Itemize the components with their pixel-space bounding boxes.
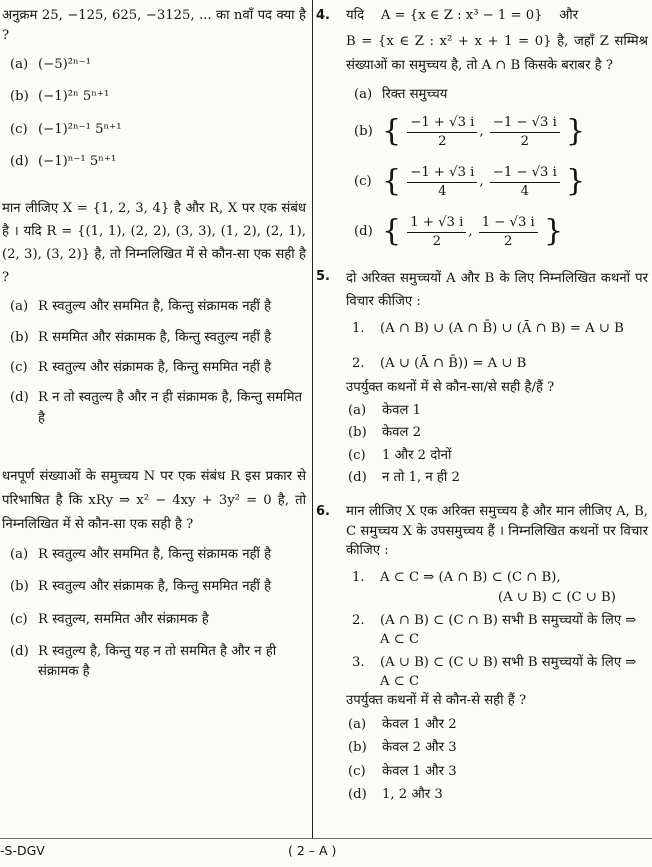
statement	[346, 354, 648, 374]
option[interactable]	[346, 423, 648, 443]
option[interactable]	[346, 401, 648, 421]
option-text: केवल 2	[382, 425, 421, 441]
numerator: −1 + √3 i	[407, 114, 477, 132]
question-5-number: 5.	[316, 269, 330, 285]
statement	[346, 568, 648, 609]
option-text: केवल 1	[382, 402, 421, 418]
option-label: (d)	[348, 470, 367, 485]
question-6	[316, 502, 648, 805]
option[interactable]	[2, 610, 306, 630]
numerator: −1 − √3 i	[490, 114, 560, 132]
option-text: R स्वतुल्य, सममित और संक्रामक है	[38, 611, 209, 627]
option-label: (a)	[10, 546, 29, 562]
option-label: (c)	[354, 173, 372, 189]
denominator: 2	[504, 233, 513, 249]
option[interactable]	[2, 642, 306, 683]
option-text: R स्वतुल्य और सममित है, किन्तु संक्रामक नहीं है	[38, 546, 272, 562]
denominator: 2	[432, 233, 441, 249]
statement-line: A ⊂ C ⇒ (A ∩ B) ⊂ (C ∩ B),	[380, 569, 561, 585]
statement-text: (A ∪ (Ā ∩ B̄)) = A ∪ B	[380, 355, 527, 371]
option-text: R सममित और संक्रामक है, किन्तु स्वतुल्य नहीं है	[38, 329, 272, 345]
numerator: 1 + √3 i	[407, 214, 466, 232]
left-brace: {	[382, 214, 402, 250]
option[interactable]	[2, 55, 306, 75]
left-column	[0, 0, 310, 683]
option-text: R स्वतुल्य और संक्रामक है, किन्तु सममित नहीं है	[38, 579, 272, 595]
option-label: (a)	[348, 402, 367, 418]
option[interactable]	[346, 111, 648, 153]
question-5-prompt: उपर्युक्त कथनों में से कौन-सा/से सही है/हैं ?	[346, 380, 555, 396]
statement	[346, 653, 648, 691]
option-text: 1 और 2 दोनों	[382, 447, 452, 463]
fraction	[490, 164, 560, 199]
statement-label: 1.	[352, 569, 365, 585]
footer-code: -S-DGV	[0, 843, 45, 858]
question-6-number: 6.	[316, 504, 330, 520]
denominator: 4	[438, 183, 447, 199]
statement-text: (A ∩ B) ∪ (A ∩ B̄) ∪ (Ā ∩ B) = A ∪ B	[380, 321, 624, 337]
footer-page-number: ( 2 – A )	[288, 843, 337, 858]
option-label: (b)	[348, 425, 367, 441]
question-3	[2, 465, 306, 683]
question-4-line2: B = {x ∈ Z : x² + x + 1 = 0} है, जहाँ Z सम्मिश्र संख्याओं का समुच्चय है, तो A ∩ B किसके बराबर है ?	[346, 34, 648, 73]
option-text: (−1)²ⁿ⁻¹ 5ⁿ⁺¹	[38, 121, 122, 137]
option[interactable]	[346, 161, 648, 203]
statement	[346, 611, 648, 649]
fraction	[407, 214, 466, 249]
option-label: (d)	[354, 223, 373, 239]
option[interactable]	[2, 358, 306, 378]
option[interactable]	[2, 577, 306, 597]
question-3-stem: धनपूर्ण संख्याओं के समुच्चय N पर एक संबंध R इस प्रकार से परिभाषित है कि xRy ⇒ x² − 4xy + 3y² = 0 है, तो निम्नलिखित में से कौन-सा एक सही है ?	[2, 469, 306, 532]
option-label: (c)	[10, 360, 28, 375]
statement-label: 3.	[352, 655, 365, 671]
option[interactable]	[2, 152, 306, 172]
statement-label: 1.	[352, 321, 365, 337]
option-label: (d)	[10, 154, 29, 170]
option[interactable]	[2, 120, 306, 140]
option[interactable]	[346, 468, 648, 488]
option-label: (d)	[348, 787, 367, 803]
option[interactable]	[2, 328, 306, 348]
right-brace: }	[543, 214, 564, 250]
option-label: (b)	[10, 579, 29, 595]
question-4-line1: यदि A = {x ∈ Z : x³ − 1 = 0} और	[346, 8, 579, 23]
option-text: R स्वतुल्य और संक्रामक है, किन्तु सममित नहीं है	[38, 360, 272, 375]
question-1	[2, 6, 306, 173]
denominator: 4	[520, 183, 529, 199]
fraction	[490, 114, 560, 149]
statement-label: 2.	[352, 612, 365, 628]
statement-line: (A ∪ B) ⊂ (C ∪ B)	[498, 590, 616, 606]
right-column	[314, 0, 652, 806]
fraction	[407, 114, 477, 149]
option-text: R स्वतुल्य है, किन्तु यह न तो सममित है और न ही संक्रामक है	[38, 644, 277, 680]
fraction	[479, 214, 538, 249]
question-6-prompt: उपर्युक्त कथनों में से कौन-से सही हैं ?	[346, 693, 527, 709]
option[interactable]	[346, 446, 648, 466]
option-text: केवल 1 और 2	[382, 716, 457, 732]
left-brace: {	[382, 164, 402, 200]
right-brace: }	[566, 114, 586, 150]
question-4	[316, 6, 648, 253]
question-6-stem: मान लीजिए X एक अरिक्त समुच्चय है और मान लीजिए A, B, C समुच्चय X के उपसमुच्चय हैं । निम्नलिखित कथनों पर विचार कीजिए :	[346, 504, 648, 558]
footer-rule	[0, 838, 652, 839]
option-label: (d)	[10, 644, 29, 660]
option[interactable]	[346, 85, 648, 105]
option[interactable]	[2, 297, 306, 317]
statement-text: (A ∪ B) ⊂ (C ∪ B) सभी B समुच्चयों के लिए ⇒ A ⊂ C	[380, 655, 637, 690]
option[interactable]	[346, 762, 648, 782]
option[interactable]	[346, 738, 648, 758]
option-text: केवल 2 और 3	[382, 740, 457, 756]
question-3-options	[2, 545, 306, 683]
numerator: −1 − √3 i	[490, 164, 560, 182]
statement-text	[380, 568, 648, 609]
question-1-options	[2, 55, 306, 173]
fraction	[407, 164, 477, 199]
option-set: { $\frac{1 + √3 i}{2}$ , $\frac{1 - √3 i}{2}$ }	[382, 214, 564, 250]
option-label: (c)	[10, 121, 28, 137]
right-brace: }	[566, 164, 586, 200]
option[interactable]	[2, 87, 306, 107]
option[interactable]	[346, 785, 648, 805]
option-label: (a)	[10, 299, 29, 315]
option-label: (c)	[348, 763, 366, 779]
denominator: 2	[520, 133, 529, 149]
option-label: (b)	[10, 89, 29, 105]
option-text: न तो 1, न ही 2	[382, 470, 460, 485]
option-label: (a)	[10, 56, 29, 72]
question-2-stem: मान लीजिए X = {1, 2, 3, 4} है और R, X पर एक संबंध है । यदि R = {(1, 1), (2, 2), (3, 3), (1, 2), (2, 1), (2, 3), (3, 2)} है, तो निम्नलिखित में से कौन-सा एक सही है ?	[2, 200, 306, 285]
option[interactable]	[2, 388, 306, 429]
option-text: R न तो स्वतुल्य है और न ही संक्रामक है, किन्तु सममित है	[38, 390, 302, 426]
option-label: (b)	[354, 123, 373, 139]
numerator: 1 − √3 i	[479, 214, 538, 232]
left-brace: {	[382, 114, 402, 150]
option-label: (d)	[10, 390, 29, 406]
option-text: (−1)²ⁿ 5ⁿ⁺¹	[38, 89, 110, 105]
option-set: { $\frac{-1 + √3 i}{2}$ , $\frac{-1 - √3 i}{2}$ }	[382, 114, 586, 150]
option[interactable]	[2, 545, 306, 565]
option-text: (−1)ⁿ⁻¹ 5ⁿ⁺¹	[38, 154, 117, 170]
option-text: R स्वतुल्य और सममित है, किन्तु संक्रामक नहीं है	[38, 299, 272, 315]
question-5	[316, 267, 648, 488]
option-text: 1, 2 और 3	[382, 787, 443, 803]
statement-label: 2.	[352, 355, 365, 371]
question-4-number: 4.	[316, 8, 330, 23]
denominator: 2	[438, 133, 447, 149]
option-label: (b)	[10, 329, 29, 345]
option-label: (b)	[348, 740, 367, 756]
statement	[346, 319, 648, 339]
option-text: केवल 1 और 3	[382, 763, 457, 779]
question-2	[2, 197, 306, 430]
numerator: −1 + √3 i	[407, 164, 477, 182]
option[interactable]	[346, 211, 648, 253]
option-label: (a)	[354, 86, 373, 102]
option-label: (c)	[10, 611, 28, 627]
question-5-stem: दो अरिक्त समुच्चयों A और B के लिए निम्नलिखित कथनों पर विचार कीजिए :	[346, 271, 648, 310]
option-text: रिक्त समुच्चय	[382, 86, 448, 102]
option-text: (−5)²ⁿ⁻¹	[38, 56, 91, 72]
option-set: { $\frac{-1 + √3 i}{4}$ , $\frac{-1 - √3 i}{4}$ }	[382, 164, 586, 200]
option-label: (c)	[348, 447, 366, 463]
question-1-stem: अनुक्रम 25, −125, 625, −3125, ... का nवाँ पद क्या है ?	[2, 8, 306, 44]
question-2-options	[2, 297, 306, 429]
option[interactable]	[346, 715, 648, 735]
option-label: (a)	[348, 716, 367, 732]
statement-text: (A ∩ B) ⊂ (C ∩ B) सभी B समुच्चयों के लिए ⇒ A ⊂ C	[380, 612, 637, 647]
